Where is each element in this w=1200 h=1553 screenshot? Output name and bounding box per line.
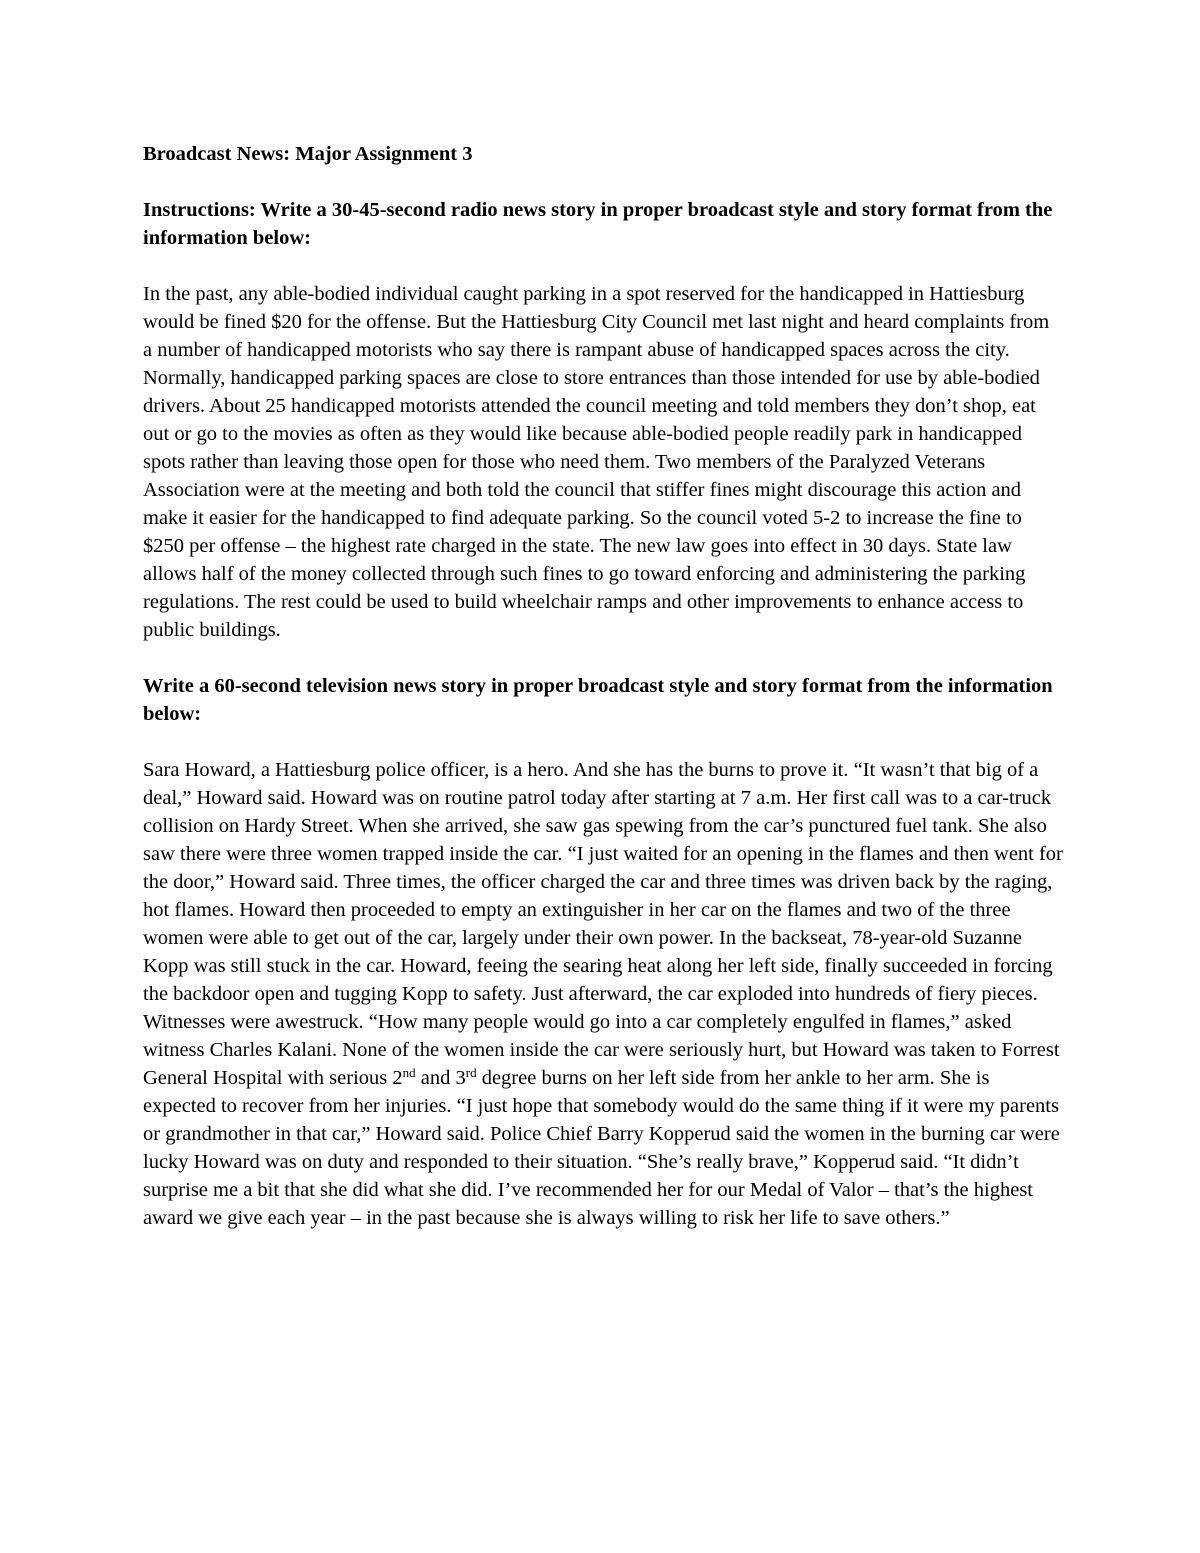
document-title: Broadcast News: Major Assignment 3 [143, 143, 473, 165]
ordinal-suffix-nd: nd [402, 1065, 416, 1080]
ordinal-suffix-rd: rd [465, 1065, 477, 1080]
document-body [143, 140, 1063, 1232]
tv-story-text-part2: degree burns on her left side from her ankle to her arm. She is expected to recover from her injuries. “I just hope that somebody would do the same thing if it were my parents or grandmother in that car,” Howard said. Police Chief Barry Kopperud said the women in the burning car were lucky Howard was on duty and responded to their situation. “She’s really brave,” Kopperud said. “It didn’t surprise me a bit that she did what she did. I’ve recommended her for our Medal of Valor – that’s the highest award we give each year – in the past because she is always willing to risk her life to save others.” [143, 1067, 1060, 1229]
radio-story-paragraph: In the past, any able-bodied individual caught parking in a spot reserved for the handicapped in Hattiesburg would be fined $20 for the offense. But the Hattiesburg City Council met last night and heard complaints from a number of handicapped motorists who say there is rampant abuse of handicapped spaces across the city. Normally, handicapped parking spaces are close to store entrances than those intended for use by able-bodied drivers. About 25 handicapped motorists attended the council meeting and told members they don’t shop, eat out or go to the movies as often as they would like because able-bodied people readily park in handicapped spots rather than leaving those open for those who need them. Two members of the Paralyzed Veterans Association were at the meeting and both told the council that stiffer fines might discourage this action and make it easier for the handicapped to find adequate parking. So the council voted 5-2 to increase the fine to $250 per offense – the highest rate charged in the state. The new law goes into effect in 30 days. State law allows half of the money collected through such fines to go toward enforcing and administering the parking regulations. The rest could be used to build wheelchair ramps and other improvements to enhance access to public buildings. [143, 283, 1050, 641]
radio-instructions: Instructions: Write a 30-45-second radio news story in proper broadcast style and story format from the information below: [143, 199, 1053, 249]
degree-number-3: 3 [455, 1067, 466, 1089]
degree-number-2: 2 [392, 1067, 403, 1089]
tv-story-text-and: and [415, 1067, 456, 1089]
tv-instructions: Write a 60-second television news story in proper broadcast style and story format from the information below: [143, 675, 1053, 725]
tv-story-text-part1: Sara Howard, a Hattiesburg police officer, is a hero. And she has the burns to prove it. “It wasn’t that big of a deal,” Howard said. Howard was on routine patrol today after starting at 7 a.m. Her first call was to a car-truck collision on Hardy Street. When she arrived, she saw gas spewing from the car’s punctured fuel tank. She also saw there were three women trapped inside the car. “I just waited for an opening in the flames and then went for the door,” Howard said. Three times, the officer charged the car and three times was driven back by the raging, hot flames. Howard then proceeded to empty an extinguisher in her car on the flames and two of the three women were able to get out of the car, largely under their own power. In the backseat, 78-year-old Suzanne Kopp was still stuck in the car. Howard, feeing the searing heat along her left side, finally succeeded in forcing the backdoor open and tugging Kopp to safety. Just afterward, the car exploded into hundreds of fiery pieces. Witnesses were awestruck. “How many people would go into a car completely engulfed in flames,” asked witness Charles Kalani. None of the women inside the car were seriously hurt, but Howard was taken to Forrest General Hospital with serious [143, 759, 1063, 1089]
tv-story-paragraph [143, 756, 1063, 1232]
